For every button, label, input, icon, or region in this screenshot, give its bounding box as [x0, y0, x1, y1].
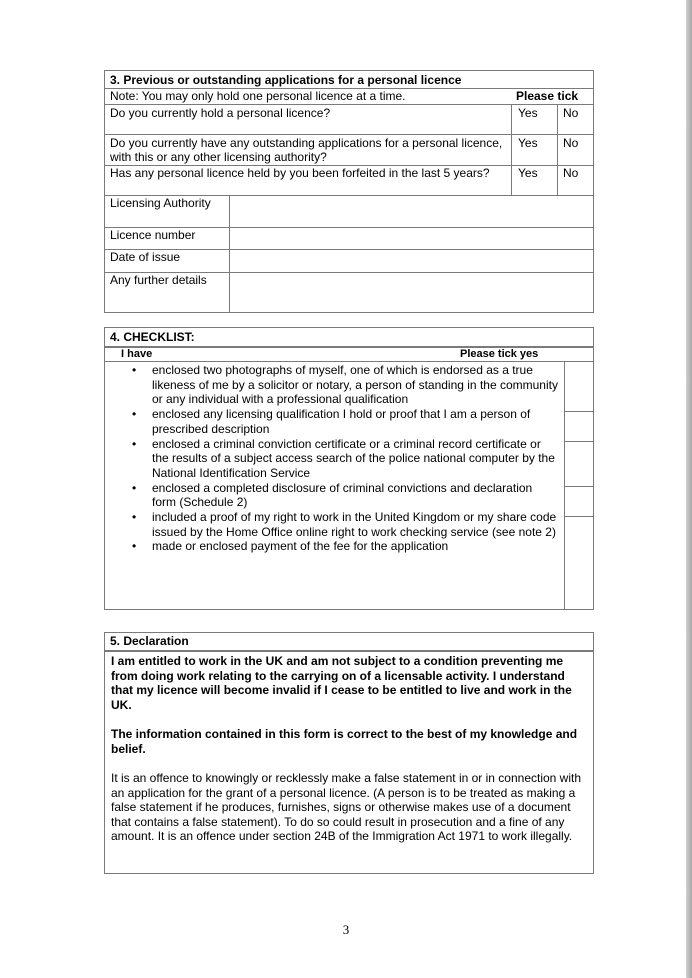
tick-box-right-to-work[interactable]: [564, 516, 594, 561]
further-details-label: Any further details: [110, 273, 207, 287]
licensing-authority-label: Licensing Authority: [110, 196, 211, 210]
date-of-issue-field[interactable]: [230, 249, 593, 272]
page-number: 3: [342, 922, 350, 937]
page-edge-shadow: [686, 0, 692, 978]
q1-no-tick[interactable]: No: [563, 106, 579, 120]
please-tick-header: Please tick: [516, 89, 579, 103]
q1-yes-tick[interactable]: Yes: [518, 106, 538, 120]
q2-yes-tick[interactable]: Yes: [518, 136, 538, 150]
tick-box-qualification[interactable]: [564, 411, 594, 441]
question-licence-forfeited: Has any personal licence held by you been forfeited in the last 5 years?: [110, 166, 490, 180]
declaration-right-to-work: I am entitled to work in the UK and am not subject to a condition preventing me from doing work relating to the carrying on of a licensable activity. I understand that my licence will become invalid if I cease to be entitled to live and work in the UK.: [111, 654, 572, 712]
licence-number-field[interactable]: [230, 227, 593, 249]
list-item: • included a proof of my right to work in the United Kingdom or my share code issued by the Home Office online right to work checking service (see note 2): [104, 510, 559, 539]
tick-box-disclosure[interactable]: [564, 486, 594, 516]
checklist-items: [104, 363, 559, 554]
section3-title: 3. Previous or outstanding applications for a personal licence: [110, 73, 462, 87]
tick-box-fee-payment[interactable]: [564, 561, 594, 609]
q2-no-tick[interactable]: No: [563, 136, 579, 150]
section4-title: 4. CHECKLIST:: [110, 330, 195, 344]
licence-number-label: Licence number: [110, 228, 196, 242]
q3-yes-tick[interactable]: Yes: [518, 166, 538, 180]
section5-title: 5. Declaration: [110, 634, 189, 648]
list-item: • enclosed a completed disclosure of criminal convictions and declaration form (Schedule 2): [104, 481, 559, 510]
question-hold-licence: Do you currently hold a personal licence?: [110, 106, 331, 120]
i-have-header: I have: [121, 348, 153, 360]
list-item: • made or enclosed payment of the fee for the application: [104, 539, 559, 554]
further-details-field[interactable]: [230, 272, 593, 312]
section-previous-applications: [104, 70, 594, 313]
declaration-offence-warning: It is an offence to knowingly or recklessly make a false statement in or in connection with an application for the grant of a personal licence. (A person is to be treated as making a false statement if he produces, furnishes, signs or otherwise makes use of a document that contains a false statement). To do so could result in prosecution and a fine of any amount. It is an offence under section 24B of the Immigration Act 1971 to work illegally.: [111, 771, 582, 844]
question-outstanding-applications: Do you currently have any outstanding applications for a personal licence, with this or any other licensing authority?: [110, 136, 503, 164]
list-item: • enclosed any licensing qualification I hold or proof that I am a person of prescribed description: [104, 407, 559, 436]
q3-no-tick[interactable]: No: [563, 166, 579, 180]
list-item: • enclosed two photographs of myself, one of which is endorsed as a true likeness of me by a solicitor or notary, a person of standing in the community or any individual with a professional qualification: [104, 363, 559, 407]
section-declaration: [104, 632, 594, 874]
licensing-authority-field[interactable]: [230, 195, 593, 227]
declaration-information-correct: The information contained in this form is correct to the best of my knowledge and belief.: [111, 727, 578, 756]
tick-box-criminal-certificate[interactable]: [564, 441, 594, 486]
list-item: • enclosed a criminal conviction certificate or a criminal record certificate or the results of a subject access search of the police national computer by the National Identification Service: [104, 437, 559, 481]
section3-note: Note: You may only hold one personal licence at a time.: [110, 89, 406, 103]
tick-box-photographs[interactable]: [564, 361, 594, 411]
date-of-issue-label: Date of issue: [110, 250, 181, 264]
please-tick-yes-header: Please tick yes: [460, 348, 539, 360]
